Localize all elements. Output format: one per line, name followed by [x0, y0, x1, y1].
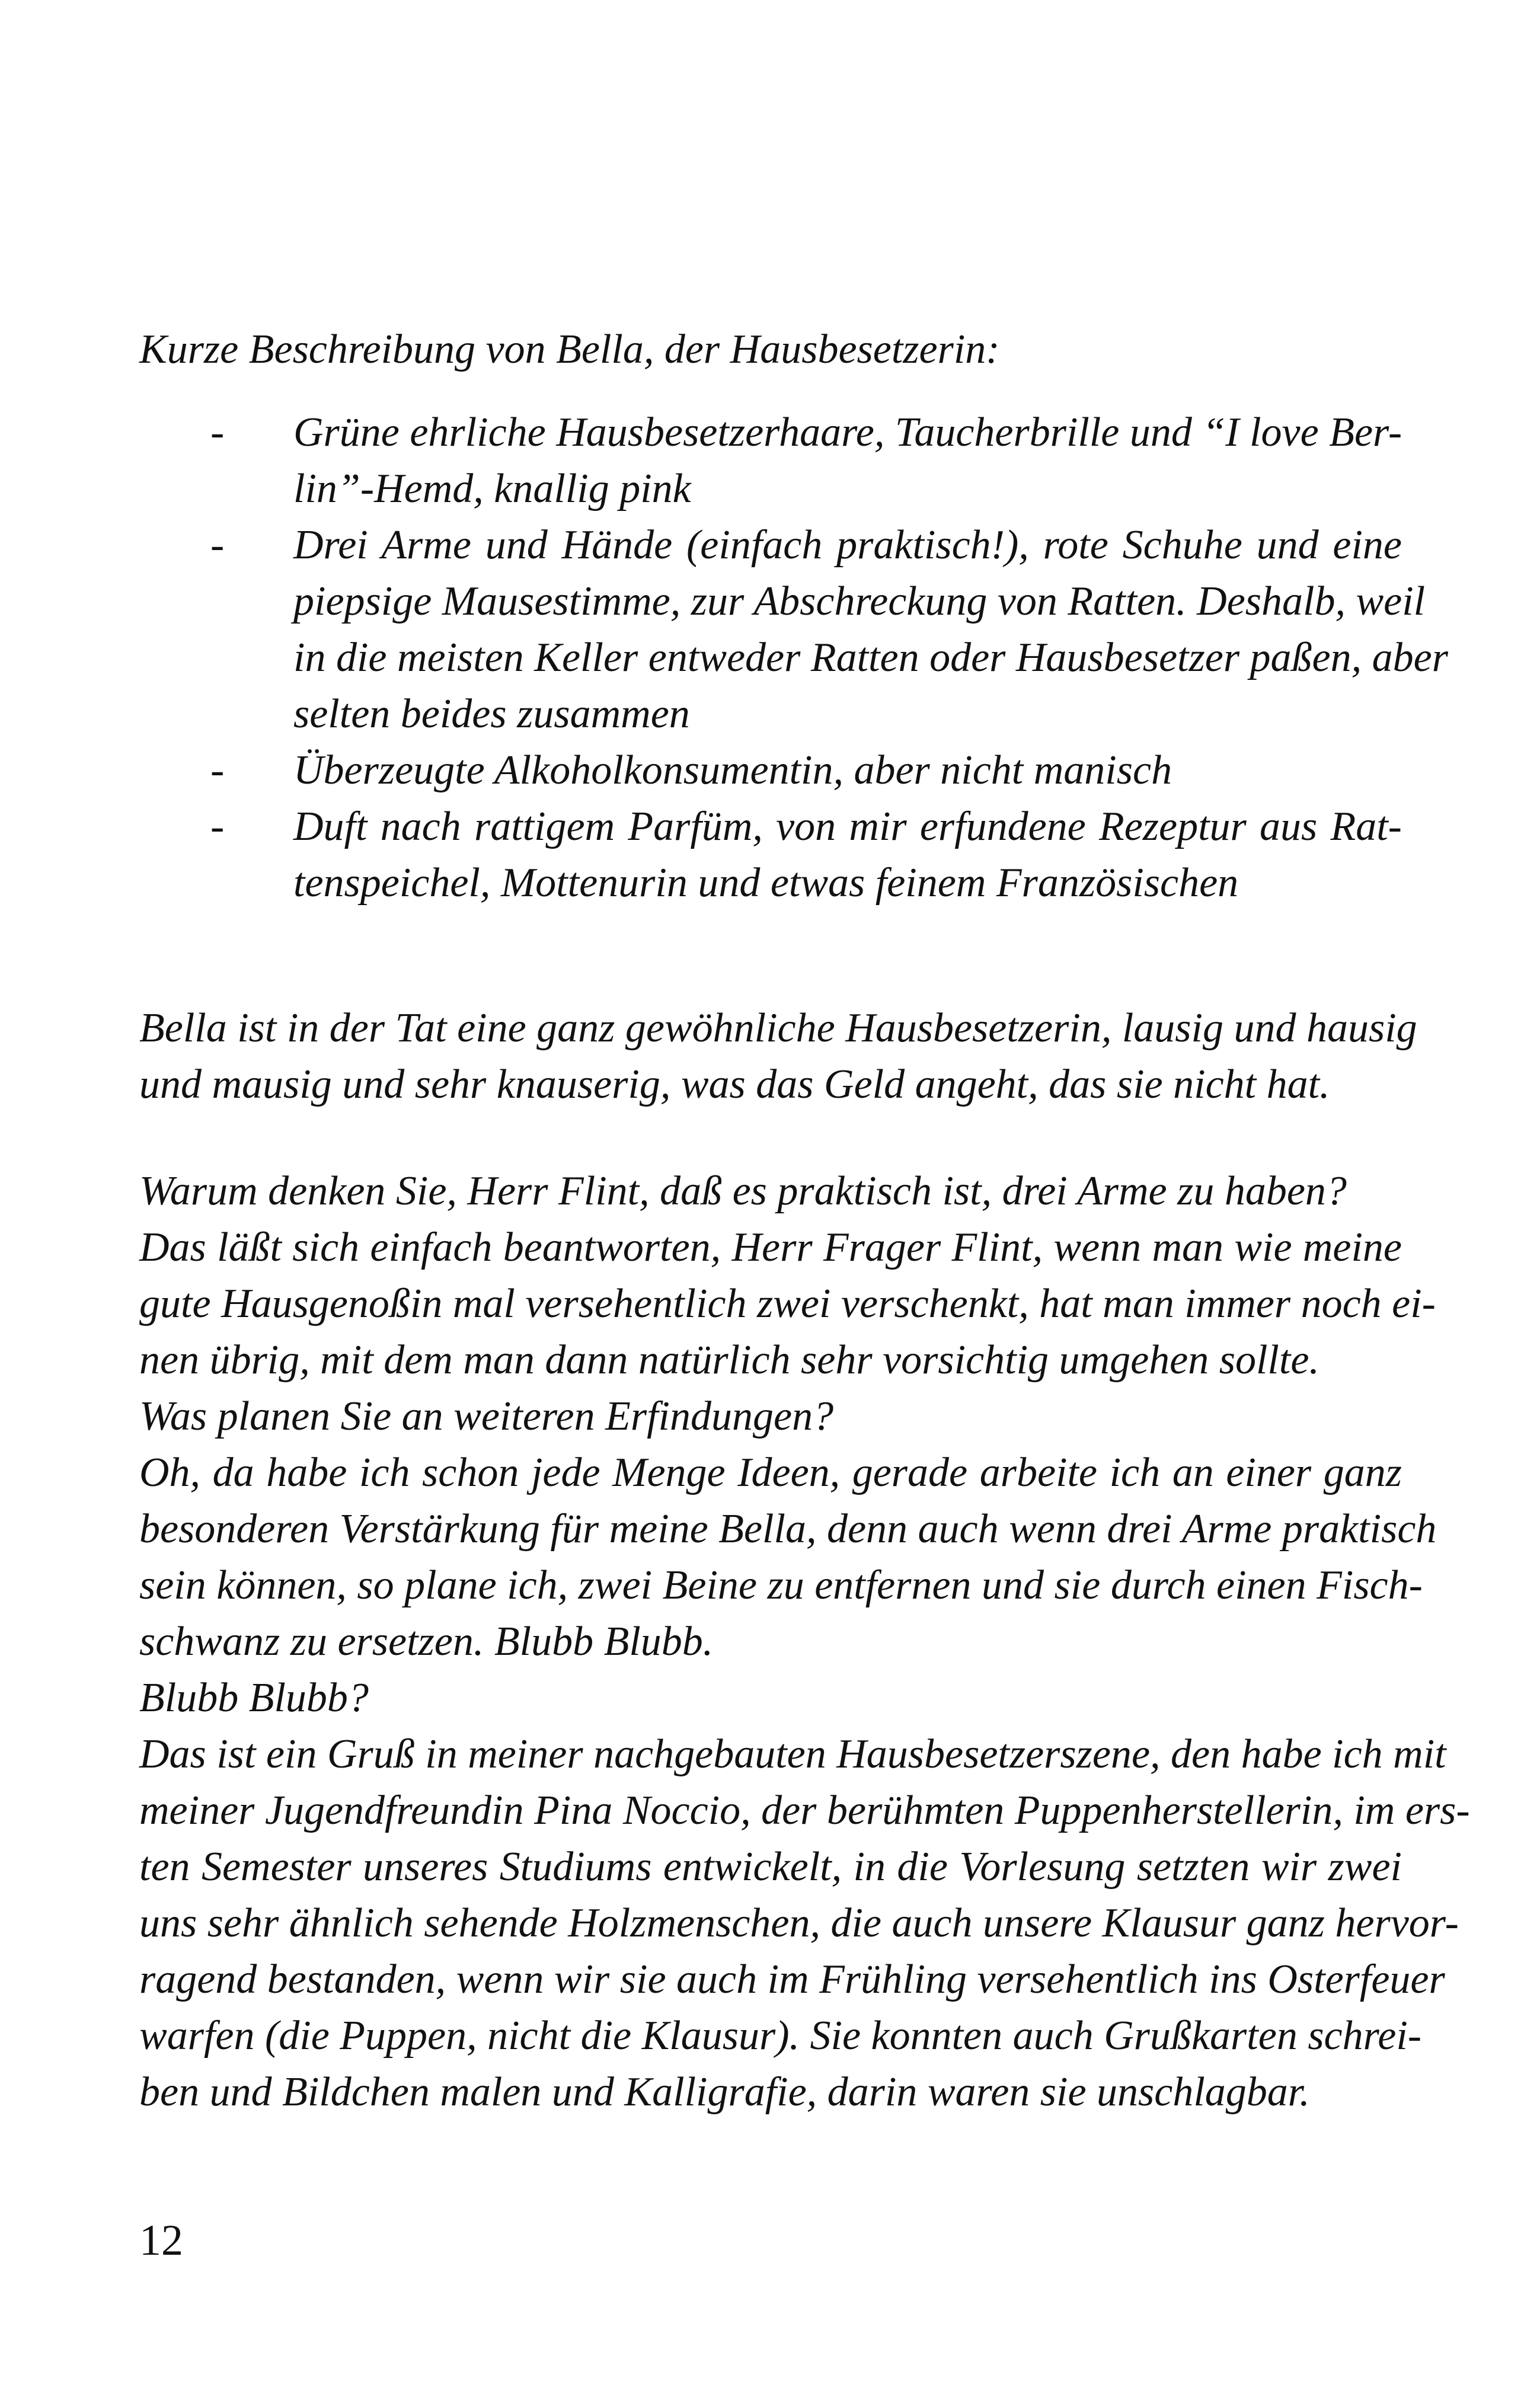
para2-line-13: ten Semester unseres Studiums entwickelt, in die Vorlesung setzten wir zwei	[139, 1844, 1402, 1890]
para2-line-15: ragend bestanden, wenn wir sie auch im Frühling versehentlich ins Osterfeuer	[139, 1957, 1445, 2002]
bullet-2-line-4: selten beides zusammen	[293, 691, 690, 737]
intro-heading: Kurze Beschreibung von Bella, der Hausbesetzerin:	[139, 327, 1000, 372]
para2-line-5: Was planen Sie an weiteren Erfindungen?	[139, 1394, 834, 1439]
para1-line-2: und mausig und sehr knauserig, was das Geld angeht, das sie nicht hat.	[139, 1062, 1330, 1107]
para2-line-12: meiner Jugendfreundin Pina Noccio, der berühmten Puppenherstellerin, im ers-	[139, 1788, 1470, 1833]
bullet-dash-1: -	[210, 410, 225, 455]
para2-line-17: ben und Bildchen malen und Kalligrafie, darin waren sie unschlagbar.	[139, 2069, 1310, 2115]
para2-line-3: gute Hausgenoßin mal versehentlich zwei verschenkt, hat man immer noch ei-	[139, 1281, 1436, 1327]
para2-line-16: warfen (die Puppen, nicht die Klausur). Sie konnten auch Grußkarten schrei-	[139, 2013, 1422, 2059]
bullet-2-line-1: Drei Arme und Hände (einfach praktisch!), rote Schuhe und eine	[293, 522, 1402, 568]
para2-line-7: besonderen Verstärkung für meine Bella, denn auch wenn drei Arme praktisch	[139, 1506, 1437, 1552]
para2-line-11: Das ist ein Gruß in meiner nachgebauten Hausbesetzerszene, den habe ich mit	[139, 1731, 1446, 1777]
bullet-3-line-1: Überzeugte Alkoholkonsumentin, aber nicht manisch	[293, 747, 1172, 793]
para2-line-2: Das läßt sich einfach beantworten, Herr Frager Flint, wenn man wie meine	[139, 1225, 1402, 1270]
para2-line-14: uns sehr ähnlich sehende Holzmenschen, die auch unsere Klausur ganz hervor-	[139, 1900, 1459, 1946]
bullet-4-line-1: Duft nach rattigem Parfüm, von mir erfundene Rezeptur aus Rat-	[293, 804, 1402, 849]
bullet-dash-2: -	[210, 522, 225, 568]
para2-line-4: nen übrig, mit dem man dann natürlich sehr vorsichtig umgehen sollte.	[139, 1337, 1319, 1383]
page-number: 12	[139, 2216, 183, 2265]
para1-line-1: Bella ist in der Tat eine ganz gewöhnliche Hausbesetzerin, lausig und hausig	[139, 1005, 1417, 1051]
bullet-dash-3: -	[210, 747, 225, 793]
para2-line-6: Oh, da habe ich schon jede Menge Ideen, gerade arbeite ich an einer ganz	[139, 1450, 1402, 1495]
bullet-dash-4: -	[210, 804, 225, 849]
bullet-4-line-2: tenspeichel, Mottenurin und etwas feinem Französischen	[293, 860, 1239, 906]
bullet-2-line-2: piepsige Mausestimme, zur Abschreckung von Ratten. Deshalb, weil	[293, 579, 1426, 624]
bullet-2-line-3: in die meisten Keller entweder Ratten oder Hausbesetzer paßen, aber	[293, 635, 1448, 680]
para2-line-10: Blubb Blubb?	[139, 1675, 369, 1721]
bullet-1-line-1: Grüne ehrliche Hausbesetzerhaare, Taucherbrille und “I love Ber-	[293, 410, 1402, 455]
para2-line-9: schwanz zu ersetzen. Blubb Blubb.	[139, 1619, 714, 1664]
bullet-1-line-2: lin”-Hemd, knallig pink	[293, 466, 691, 512]
para2-line-1: Warum denken Sie, Herr Flint, daß es praktisch ist, drei Arme zu haben?	[139, 1168, 1347, 1214]
para2-line-8: sein können, so plane ich, zwei Beine zu entfernen und sie durch einen Fisch-	[139, 1562, 1423, 1608]
